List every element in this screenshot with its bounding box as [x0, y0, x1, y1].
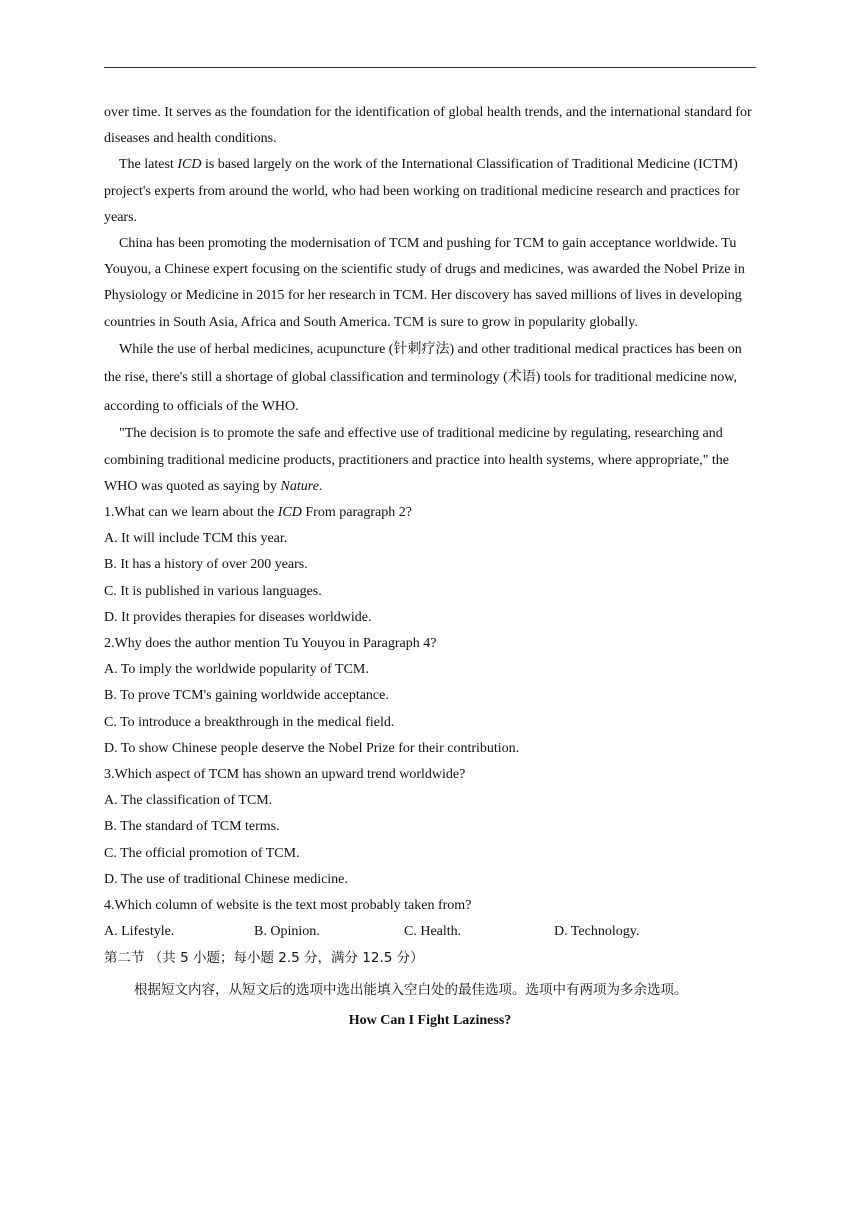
question-1-text-b: From paragraph 2? — [301, 504, 412, 520]
question-2-option-a: A. To imply the worldwide popularity of TCM. — [104, 662, 369, 678]
question-3-option-a: A. The classification of TCM. — [104, 793, 273, 809]
question-4-option-c: C. Health. — [404, 924, 462, 940]
question-4-options — [104, 919, 756, 945]
paragraph-5-text-b: . — [318, 478, 323, 494]
paragraph-5-text-a: "The decision is to promote the safe and effective use of traditional medicine by regulating, researching and combining traditional medicine products, practitioners and practice into health systems, where appropriate," the WHO was quoted as saying by — [104, 426, 730, 494]
question-2-option-d: D. To show Chinese people deserve the Nobel Prize for their contribution. — [104, 740, 520, 756]
paragraph-3: China has been promoting the modernisation of TCM and pushing for TCM to gain acceptance worldwide. Tu Youyou, a Chinese expert focusing on the scientific study of drugs and medicines, was awarded the Nobel Prize in Physiology or Medicine in 2015 for her research in TCM. Her discovery has saved millions of lives in developing countries in South Asia, Africa and South America. TCM is sure to grow in popularity globally. — [104, 236, 745, 330]
question-1-option-d: D. It provides therapies for diseases worldwide. — [104, 609, 372, 625]
passage-title: How Can I Fight Laziness? — [348, 1012, 512, 1028]
paragraph-5 — [104, 421, 756, 500]
question-1-option-a: A. It will include TCM this year. — [104, 531, 288, 547]
paragraph-4: While the use of herbal medicines, acupuncture (针刺疗法) and other traditional medical practices has been on the rise, there's still a shortage of global classification and terminology (术语) tools for traditional medicine now, according to officials of the WHO. — [104, 341, 742, 414]
question-1 — [104, 500, 756, 526]
question-3-option-c: C. The official promotion of TCM. — [104, 845, 300, 861]
question-3-option-d: D. The use of traditional Chinese medicine. — [104, 871, 348, 887]
question-3-option-b: B. The standard of TCM terms. — [104, 819, 280, 835]
question-4-option-b: B. Opinion. — [254, 924, 320, 940]
paragraph-2-text-a: The latest — [119, 157, 178, 173]
paragraph-2 — [104, 152, 756, 231]
question-4: 4.Which column of website is the text most probably taken from? — [104, 897, 472, 913]
question-1-option-c: C. It is published in various languages. — [104, 583, 322, 599]
question-1-icd-italic: ICD — [277, 504, 302, 520]
question-4-option-d: D. Technology. — [554, 924, 640, 940]
question-4-option-a: A. Lifestyle. — [104, 924, 175, 940]
paragraph-1-tail: over time. It serves as the foundation for the identification of global health trends, and the international standard for diseases and health conditions. — [104, 105, 752, 147]
section-2-instruction: 根据短文内容，从短文后的选项中选出能填入空白处的最佳选项。选项中有两项为多余选项。 — [134, 981, 688, 998]
icd-italic: ICD — [177, 157, 202, 173]
question-1-text-a: 1.What can we learn about the — [104, 504, 278, 520]
question-3: 3.Which aspect of TCM has shown an upward trend worldwide? — [104, 766, 466, 782]
section-2-heading: 第二节 （共 5 小题；每小题 2.5 分，满分 12.5 分） — [104, 950, 424, 967]
nature-italic: Nature — [280, 478, 319, 494]
paragraph-2-text-b: is based largely on the work of the International Classification of Traditional Medicine (ICTM) project's experts from around the world, who had been working on traditional medicine research and practices for years. — [104, 157, 740, 225]
question-2-option-b: B. To prove TCM's gaining worldwide acceptance. — [104, 688, 389, 704]
question-2: 2.Why does the author mention Tu Youyou in Paragraph 4? — [104, 635, 437, 651]
question-1-option-b: B. It has a history of over 200 years. — [104, 557, 308, 573]
document-body — [104, 100, 756, 1034]
header-rule — [104, 67, 756, 68]
question-2-option-c: C. To introduce a breakthrough in the medical field. — [104, 714, 395, 730]
